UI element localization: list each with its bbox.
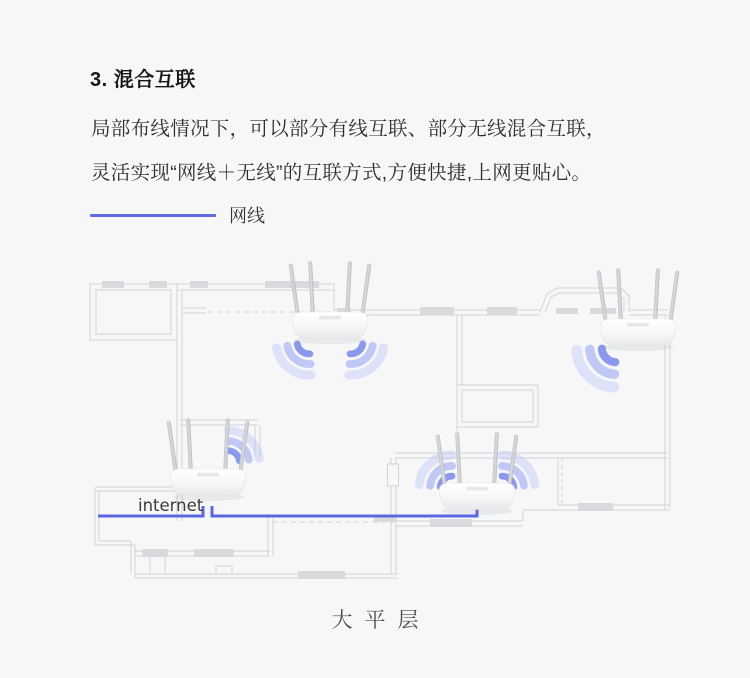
router-top-center (289, 261, 372, 344)
cable-router-to-router (212, 504, 477, 516)
floorplan-walls (90, 284, 670, 578)
section-title: 3. 混合互联 (90, 69, 196, 91)
cable-legend-label: 网线 (229, 206, 265, 226)
internet-label: internet (138, 496, 204, 515)
wifi-signals (218, 335, 627, 496)
floorplan-caption: 大平层 (331, 609, 431, 632)
paragraph-line-2: 灵活实现“网线＋无线”的互联方式,方便快捷,上网更贴心。 (91, 162, 592, 184)
paragraph-line-1: 局部布线情况下，可以部分有线互联、部分无线混合互联， (91, 118, 606, 140)
